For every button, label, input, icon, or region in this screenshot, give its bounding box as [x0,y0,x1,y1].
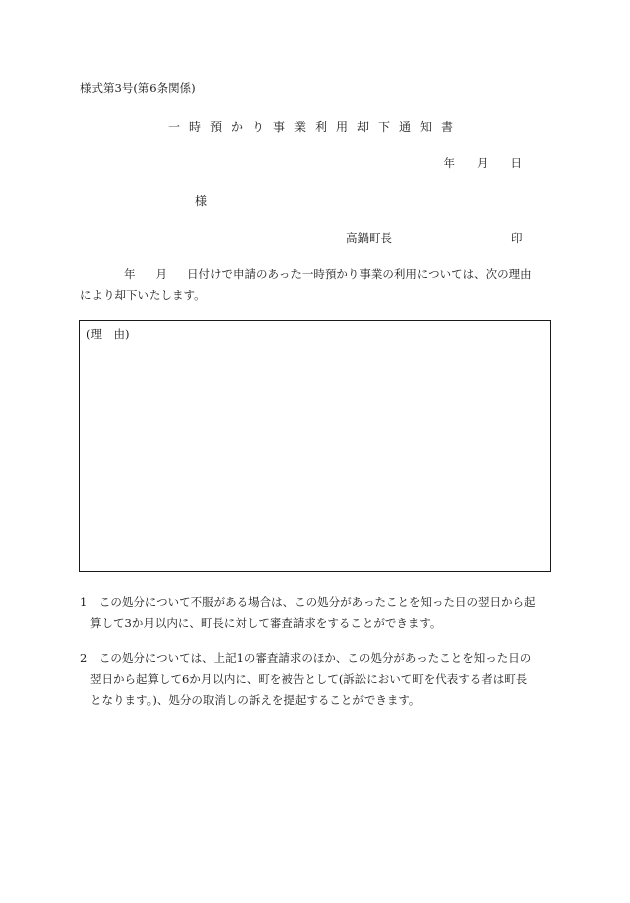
addressee-honorific: 様 [195,194,208,208]
note-2-number: 2 [80,651,88,665]
body-line-2: により却下いたします。 [80,288,206,302]
note-2-line-1: 2 この処分については、上記1の審査請求のほか、この処分があったことを知った日の [80,651,532,665]
issuer-name: 高鍋町長 [346,231,392,245]
date-day-label: 日 [510,156,522,170]
body-month-label: 月 [155,267,167,281]
note-1-number: 1 [80,595,88,609]
body-line-1 [80,264,550,285]
form-number: 様式第3号(第6条関係) [80,81,196,95]
note-1 [80,592,550,634]
note-1-line-1: 1 この処分について不服がある場合は、この処分があったことを知った日の翌日から起 [80,595,536,609]
note-2-line-2: 翌日から起算して6か月以内に、町を被告として(訴訟において町を代表する者は町長 [90,672,528,686]
note-1-line-2: 算して3か月以内に、町長に対して審査請求をすることができます。 [90,616,442,630]
date-month-label: 月 [477,156,489,170]
seal-mark: 印 [511,231,523,245]
document-title: 一時預かり事業利用却下通知書 [167,120,462,134]
reason-box [79,320,551,572]
body-year-label: 年 [124,267,136,281]
note-2 [80,648,550,711]
note-2-line-3: となります。)、処分の取消しの訴えを提起することができます。 [90,693,421,707]
date-line [444,155,523,171]
reason-label: (理 由) [86,327,130,341]
date-year-label: 年 [443,156,455,170]
body-paragraph [80,264,550,306]
body-line-1-text: 日付けで申請のあった一時預かり事業の利用については、次の理由 [187,267,532,281]
